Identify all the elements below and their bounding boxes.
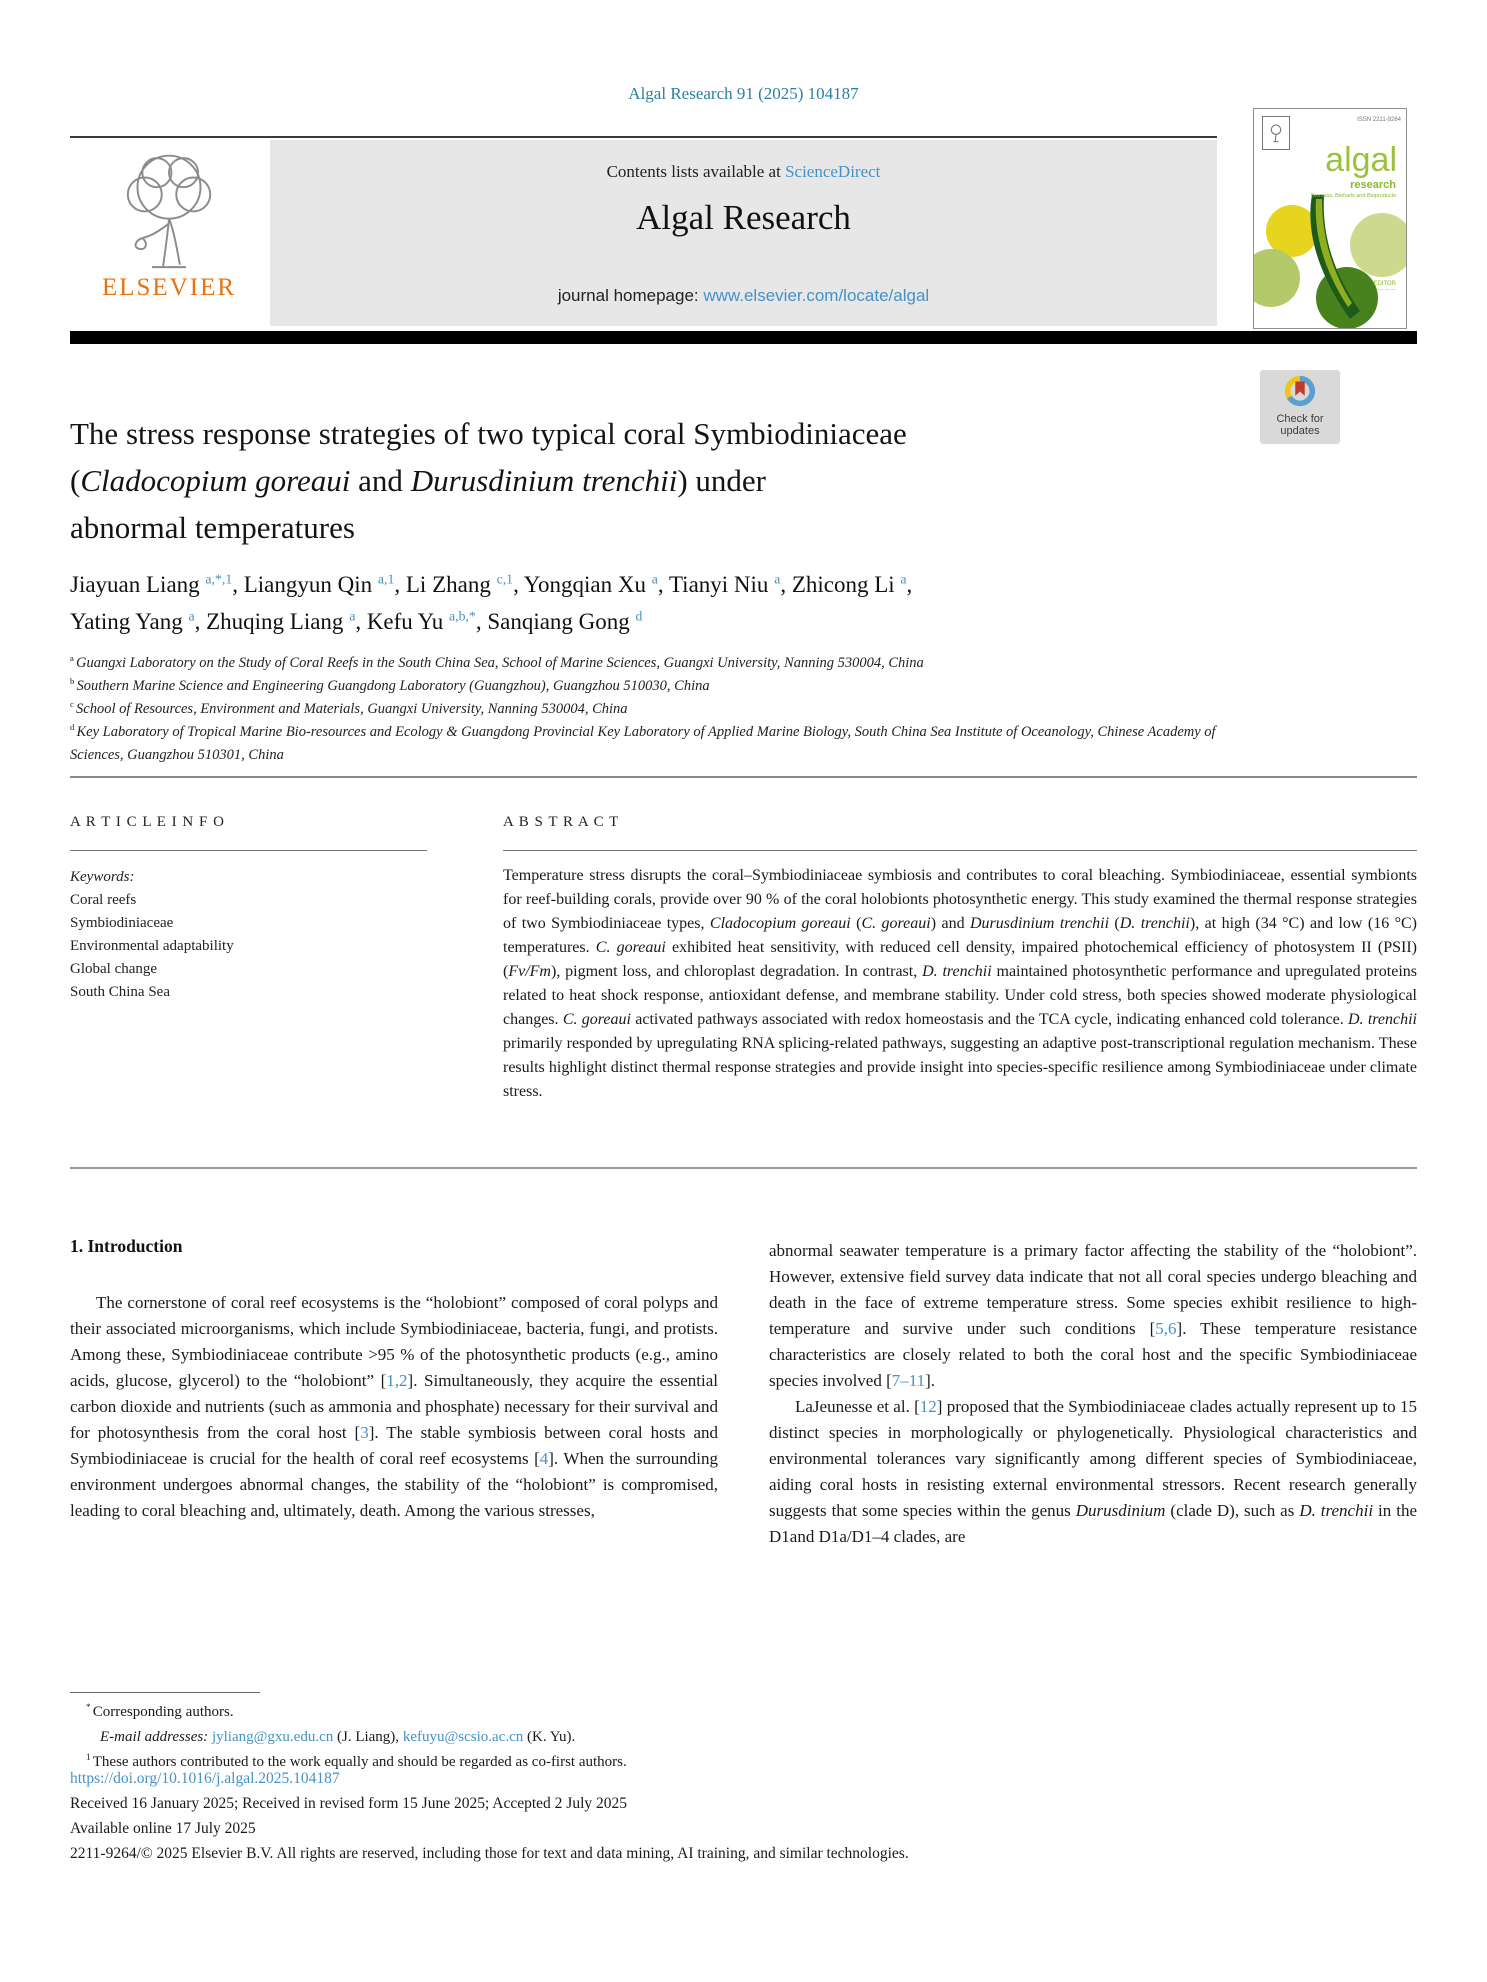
journal-citation: Algal Research 91 (2025) 104187 [628,84,859,103]
keyword-item: South China Sea [70,984,170,1000]
inline-link[interactable]: 1,2 [386,1371,408,1390]
intro-paragraph-1-cont [769,1238,1417,1394]
text-run: Southern Marine Science and Engineering Guangdong Laboratory (Guangzhou), Guangzhou 510030, China [76,678,710,694]
cover-journal-name: algal [1325,141,1397,179]
text-run: Cladocopium goreaui [709,915,851,932]
text-run: and [350,463,411,498]
text-run: , Sanqiang Gong [475,609,636,634]
text-run: Durusdinium [1075,1501,1166,1520]
author-line2 [70,603,1330,640]
text-run: LaJeunesse et al. [ [795,1397,920,1416]
text-run: ]. The stable symbiosis between coral hosts and Symbiodiniaceae is crucial for the health of coral reef ecosystems [ [70,1423,718,1468]
footnotes [70,1700,1170,1775]
inline-link[interactable]: a [651,571,658,587]
corresponding-authors-note [70,1700,1170,1725]
affiliation-d [70,721,1260,767]
section-heading-introduction: 1. Introduction [70,1236,183,1256]
text-run: D. trenchii [1299,1501,1374,1520]
article-title-line1 [70,410,1300,457]
abstract-rule [503,850,1417,851]
info-band-top-rule [70,776,1417,778]
cover-issn: ISSN 2211-9264 [1357,117,1401,123]
check-for-updates-icon [1283,374,1317,408]
header-top-rule [70,136,1217,138]
text-run: c [70,699,77,710]
text-run: primarily responded by upregulating RNA splicing-related pathways, suggesting an adaptive post-transcriptional regulation mechanism. These results highlight distinct thermal response strategies and provide insight into species-specific resilience among Symbiodiniaceae under climate stress. [503,1035,1417,1100]
text-run: E-mail addresses: [100,1729,212,1745]
inline-link[interactable]: ScienceDirect [785,162,881,181]
text-run: activated pathways associated with redox homeostasis and the TCA cycle, indicating enhanced cold tolerance. [630,1011,1348,1028]
keyword-item: Symbiodiniaceae [70,915,174,931]
intro-paragraph-1 [70,1290,718,1524]
inline-link[interactable]: 7–11 [891,1371,926,1390]
affiliation-b [70,675,1260,698]
abstract-text [503,864,1417,1104]
inline-link[interactable]: a [900,571,907,587]
text-run: School of Resources, Environment and Materials, Guangxi University, Nanning 530004, China [76,701,628,717]
inline-link[interactable]: a,*,1 [205,571,233,587]
text-run: (K. Yu). [523,1729,576,1745]
text-run: Temperature stress disrupts the coral–Symbiodiniaceae symbiosis and contributes to coral bleaching. Symbiodiniaceae, essential symbionts for reef-building corals, provide over 90 % of the coral holobionts photosynthetic energy. This study examined the thermal response strategies of two Symbiodiniaceae types, [503,867,1417,932]
text-run: The stress response strategies of two typical coral Symbiodiniaceae [70,416,907,451]
section-divider-rule [70,1167,1417,1169]
abstract-header: A B S T R A C T [503,814,620,830]
text-run: (clade D), such as [1165,1501,1300,1520]
text-run: ]. [925,1371,936,1390]
text-run: Corresponding authors. [92,1704,234,1720]
text-run: * [86,1702,93,1712]
text-run: ) and [930,915,970,932]
contents-lists-line [270,162,1217,182]
elsevier-wordmark: ELSEVIER [101,274,237,301]
author-list [70,566,1330,640]
text-run: , Zhuqing Liang [194,609,350,634]
text-run: Key Laboratory of Tropical Marine Bio-resources and Ecology & Guangdong Provincial Key Laboratory of Applied Marine Biology, South China Sea Institute of Oceanology, Chinese Academy of Sciences, Guangzhou 510301, China [70,724,1216,763]
text-run: D. trenchii [1347,1011,1417,1028]
text-run: D. trenchii [1119,915,1190,932]
footnote-rule [70,1692,260,1693]
inline-link[interactable]: d [635,608,643,624]
text-run: (J. Liang), [333,1729,403,1745]
inline-link[interactable]: kefuyu@scsio.ac.cn [402,1729,524,1745]
text-run: ), pigment loss, and chloroplast degradation. In contrast, [550,963,923,980]
email-addresses-note [70,1725,1170,1750]
doi-link[interactable]: https://doi.org/10.1016/j.algal.2025.104187 [70,1770,340,1787]
text-run: Cladocopium goreaui [80,463,351,498]
text-run: ]. When the surrounding environment undergoes abnormal changes, the stability of the “holobiont” is compromised, leading to coral bleaching and, ultimately, death. Among the various stresses, [70,1449,718,1520]
article-title-line2 [70,457,1300,504]
inline-link[interactable]: www.elsevier.com/locate/algal [703,286,930,305]
text-run: 1 [86,1752,93,1762]
text-run: C. goreaui [595,939,666,956]
text-run: The cornerstone of coral reef ecosystems is the “holobiont” composed of coral polyps and their associated microorganisms, which include Symbiodiniaceae, bacteria, fungi, and protists. Among these, Symbiodiniaceae contribute >95 % of the photosynthetic products (e.g., amino acids, glucose, glycerol) to the “holobiont” [ [70,1293,718,1390]
journal-cover-thumbnail[interactable] [1253,108,1407,329]
inline-link[interactable]: a [349,608,356,624]
text-run: a [70,653,77,664]
copyright-line: 2211-9264/© 2025 Elsevier B.V. All rights are reserved, including those for text and data mining, AI training, and similar technologies. [70,1845,909,1862]
journal-homepage-line [270,286,1217,306]
keywords-block [70,866,234,1004]
inline-link[interactable]: 12 [919,1397,937,1416]
text-run: Fv/Fm [508,963,551,980]
text-run: , Kefu Yu [355,609,449,634]
article-title-line3 [70,504,1300,551]
text-run: Guangxi Laboratory on the Study of Coral Reefs in the South China Sea, School of Marine Sciences, Guangxi University, Nanning 530004, China [76,655,924,671]
affiliations [70,652,1260,767]
text-run: Jiayuan Liang [70,572,206,597]
elsevier-logo[interactable] [74,146,264,324]
text-run: , Yongqian Xu [513,572,652,597]
received-dates: Received 16 January 2025; Received in revised form 15 June 2025; Accepted 2 July 2025 [70,1795,628,1812]
text-run: abnormal temperatures [70,510,355,545]
colophon [70,1766,1410,1866]
keyword-item: Global change [70,961,158,977]
text-run: in the D1and D1a/D1–4 clades, are [769,1501,1417,1546]
text-run: , Zhicong Li [780,572,901,597]
text-run: abnormal seawater temperature is a primary factor affecting the stability of the “holobiont”. However, extensive field survey data indicate that not all coral species undergo bleaching and death in the face of extreme temperature stress. Some species exhibit resilience to high-temperature and survive under such conditions [ [769,1241,1417,1338]
text-run: ( [850,915,862,932]
intro-column-right [769,1238,1417,1550]
text-run: Durusdinium trenchii [410,463,678,498]
intro-column-left [70,1290,718,1524]
text-run: These authors contributed to the work equally and should be regarded as co-first authors. [92,1754,627,1770]
inline-link[interactable]: a [774,571,781,587]
text-run: , Tianyi Niu [657,572,775,597]
cover-tagline: Biomass, Biofuels and Bioproducts [1311,193,1396,199]
inline-link[interactable]: a,b,* [449,608,476,624]
cover-elsevier-mini-logo [1262,116,1290,150]
article-info-header: A R T I C L E I N F O [70,814,225,830]
text-run: , Li Zhang [394,572,497,597]
text-run: ( [70,463,81,498]
article-title [70,410,1300,551]
inline-link[interactable]: 4 [539,1449,549,1468]
cover-journal-subname: research [1350,179,1396,191]
text-run: Contents lists available at [606,162,786,181]
inline-link[interactable]: 5,6 [1155,1319,1177,1338]
text-run: ]. Simultaneously, they acquire the essential carbon dioxide and nutrients (such as ammonia and phosphate) necessary for their survival and for photosynthesis from the coral host [ [70,1371,718,1442]
text-run: C. goreaui [861,915,931,932]
check-for-updates-label: Check for updates [1276,413,1324,437]
inline-link[interactable]: a [188,608,195,624]
header-black-band [70,331,1417,344]
text-run: ), at high (34 °C) and low (16 °C) temperatures. [503,915,1418,956]
available-online: Available online 17 July 2025 [70,1820,256,1837]
text-run: , [906,572,913,597]
keyword-item: Environmental adaptability [70,938,234,954]
text-run: ) under [677,463,766,498]
text-run: b [70,676,77,687]
journal-title: Algal Research [636,198,851,237]
article-info-rule [70,850,427,851]
keyword-item: Coral reefs [70,892,137,908]
intro-paragraph-2 [769,1394,1417,1550]
inline-link[interactable]: 3 [360,1423,369,1442]
affiliation-c [70,698,1260,721]
inline-link[interactable]: c,1 [496,571,514,587]
text-run: maintained photosynthetic performance and upregulated proteins related to heat shock response, antioxidant defense, and membrane stability. Under cold stress, both species showed moderate physiological changes. [503,963,1418,1028]
text-run: exhibited heat sensitivity, with reduced cell density, impaired photochemical efficiency of photosystem II (PSII) ( [503,939,1418,980]
text-run: journal homepage: [557,286,704,305]
inline-link[interactable]: a,1 [377,571,395,587]
text-run: , Liangyun Qin [232,572,378,597]
text-run: Yating Yang [70,609,189,634]
text-run: Durusdinium trenchii [969,915,1110,932]
elsevier-tree-icon [74,146,264,272]
text-run: ]. These temperature resistance characteristics are closely related to both the coral host and the specific Symbiodiniaceae species involved [ [769,1319,1417,1390]
text-run: ( [1109,915,1120,932]
author-line1 [70,566,1330,603]
affiliation-a [70,652,1260,675]
cover-editor-label: EDITOR — — — [1373,281,1396,293]
text-run: d [70,722,77,733]
text-run: C. goreaui [562,1011,631,1028]
keywords-label: Keywords: [70,869,135,885]
inline-link[interactable]: jyliang@gxu.edu.cn [211,1729,334,1745]
text-run: ] proposed that the Symbiodiniaceae clades actually represent up to 15 distinct species in morphologically or phylogenetically. Physiological characteristics and environmental tolerances vary significantly among different species of Symbiodiniaceae, aiding coral hosts in resisting external environmental stressors. Recent research generally suggests that some species within the genus [769,1397,1417,1520]
text-run: D. trenchii [922,963,992,980]
journal-header-box [270,140,1217,326]
